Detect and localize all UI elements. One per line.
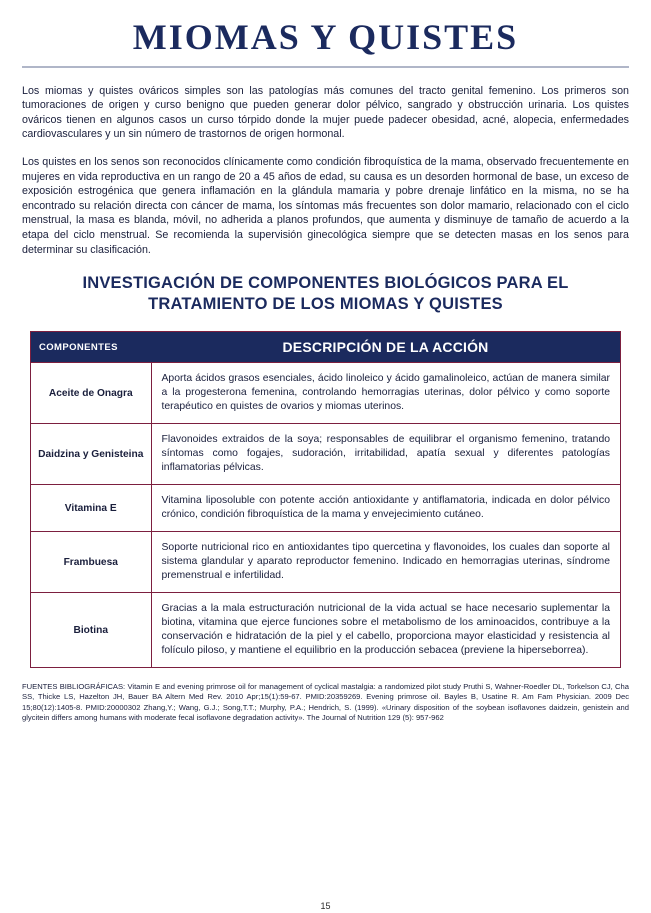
table-row — [31, 532, 620, 593]
table-cell-description: Aporta ácidos grasos esenciales, ácido linoleico y ácido gamalinoleico, actúan de manera similar a la progesterona femenina, controlando hemorragias uterinas, dolor pélvico y como soporte terapéutico en quistes de ovarios y miomas uterinos. — [151, 363, 620, 424]
table-cell-component: Frambuesa — [31, 532, 151, 593]
page-title: MIOMAS Y QUISTES — [132, 17, 519, 57]
table-cell-description: Gracias a la mala estructuración nutricional de la vida actual se hace necesario suplementar la biotina, vitamina que ejerce funciones sobre el metabolismo de los aminoacidos, contribuye a la conservación e hidratación de la piel y el cabello, proporciona mayor elasticidad y resistencia al folículo piloso, y mantiene el equilibrio en la producción sebacea (previene la hiperseborrea). — [151, 593, 620, 668]
table-cell-component: Daidzina y Genisteina — [31, 424, 151, 485]
components-table-wrapper — [30, 331, 621, 668]
table-row — [31, 424, 620, 485]
page-number: 15 — [320, 901, 331, 911]
title-block — [18, 0, 633, 68]
table-cell-description: Flavonoides extraidos de la soya; responsables de equilibrar el organismo femenino, tratando síntomas como fogajes, sudoración, irritabilidad, apatía sexual y diferentes patologías inflamatorias pélvicas. — [151, 424, 620, 485]
section-heading: INVESTIGACIÓN DE COMPONENTES BIOLÓGICOS PARA EL TRATAMIENTO DE LOS MIOMAS Y QUISTES — [82, 274, 569, 314]
table-header-description: DESCRIPCIÓN DE LA ACCIÓN — [151, 332, 620, 363]
references-text: Vitamin E and evening primrose oil for management of cyclical mastalgia: a randomized pilot study Pruthi S, Wahner-Roedler DL, Torkelson CJ, Cha SS, Thicke LS, Hazelton JH, Bauer BA Altern Med Rev. 2010 Apr;15(1):59-67. PMID:20359269. Evening primrose oil. Bayles B, Usatine R. Am Fam Physician. 2009 Dec 15;80(12):1405-8. PMID:20000302 Zhang,Y.; Wang, G.J.; Song,T.T.; Murphy, P.A.; Hendrich, S. (1999). «Urinary disposition of the soybean isoflavones daidzein, genistein and glycitein differs among humans with moderate fecal isoflavone degradation activity». The Journal of Nutrition 129 (5): 957-962 — [22, 682, 629, 722]
table-cell-description: Soporte nutricional rico en antioxidantes tipo quercetina y flavonoides, los cuales dan soporte al sistema glandular y aparato reproductor femenino. Indicado en hemorragias uterinas, síndrome premenstrual e infertilidad. — [151, 532, 620, 593]
references-label: FUENTES BIBLIOGRÁFICAS: — [22, 682, 126, 692]
table-header-components: COMPONENTES — [31, 332, 151, 363]
table-row — [31, 363, 620, 424]
table-header-row — [31, 332, 620, 363]
table-cell-description: Vitamina liposoluble con potente acción antioxidante y antiflamatoria, indicada en dolor pélvico crónico, condición fibroquística de la mama y envejecimiento cutáneo. — [151, 485, 620, 532]
table-cell-component: Vitamina E — [31, 485, 151, 532]
components-table — [31, 332, 620, 667]
table-header — [31, 332, 620, 363]
title-divider — [22, 66, 629, 68]
table-row — [31, 593, 620, 668]
table-cell-component: Biotina — [31, 593, 151, 668]
intro-section — [18, 84, 633, 258]
table-body — [31, 363, 620, 668]
table-cell-component: Aceite de Onagra — [31, 363, 151, 424]
table-row — [31, 485, 620, 532]
references-block — [22, 682, 629, 723]
intro-paragraph-2: Los quistes en los senos son reconocidos clínicamente como condición fibroquística de la mama, observado frecuentemente en mujeres en vida reproductiva en un rango de 20 a 45 años de edad, su causa es un desorden hormonal de base, un exceso de exposición estrogénica que genera inflamación en la glándula mamaria y pobre drenaje linfático en la misma, no se ha encontrado su relación directa con cáncer de mama, los síntomas más frecuentes son dolor mamario, relacionado con el ciclo menstrual, la masa es blanda, móvil, no adherida a planos profundos, que aumenta y disminuye de tamaño de acuerdo a la etapa del ciclo menstrual. Se recomienda la supervisión ginecológica siempre que se detecten masas en los senos para determinar su clasificación. — [22, 155, 629, 256]
intro-paragraph-1: Los miomas y quistes ováricos simples son las patologías más comunes del tracto genital femenino. Los primeros son tumoraciones de origen y curso benigno que pueden generar dolor pélvico, sangrado y obstrucción urinaria. Los quistes ováricos tienen en algunos casos un curso tórpido donde la mujer puede padecer obesidad, acné, alopecia, enfermedades cardiovasculares y un sin número de trastornos de origen hormonal. — [22, 84, 629, 141]
